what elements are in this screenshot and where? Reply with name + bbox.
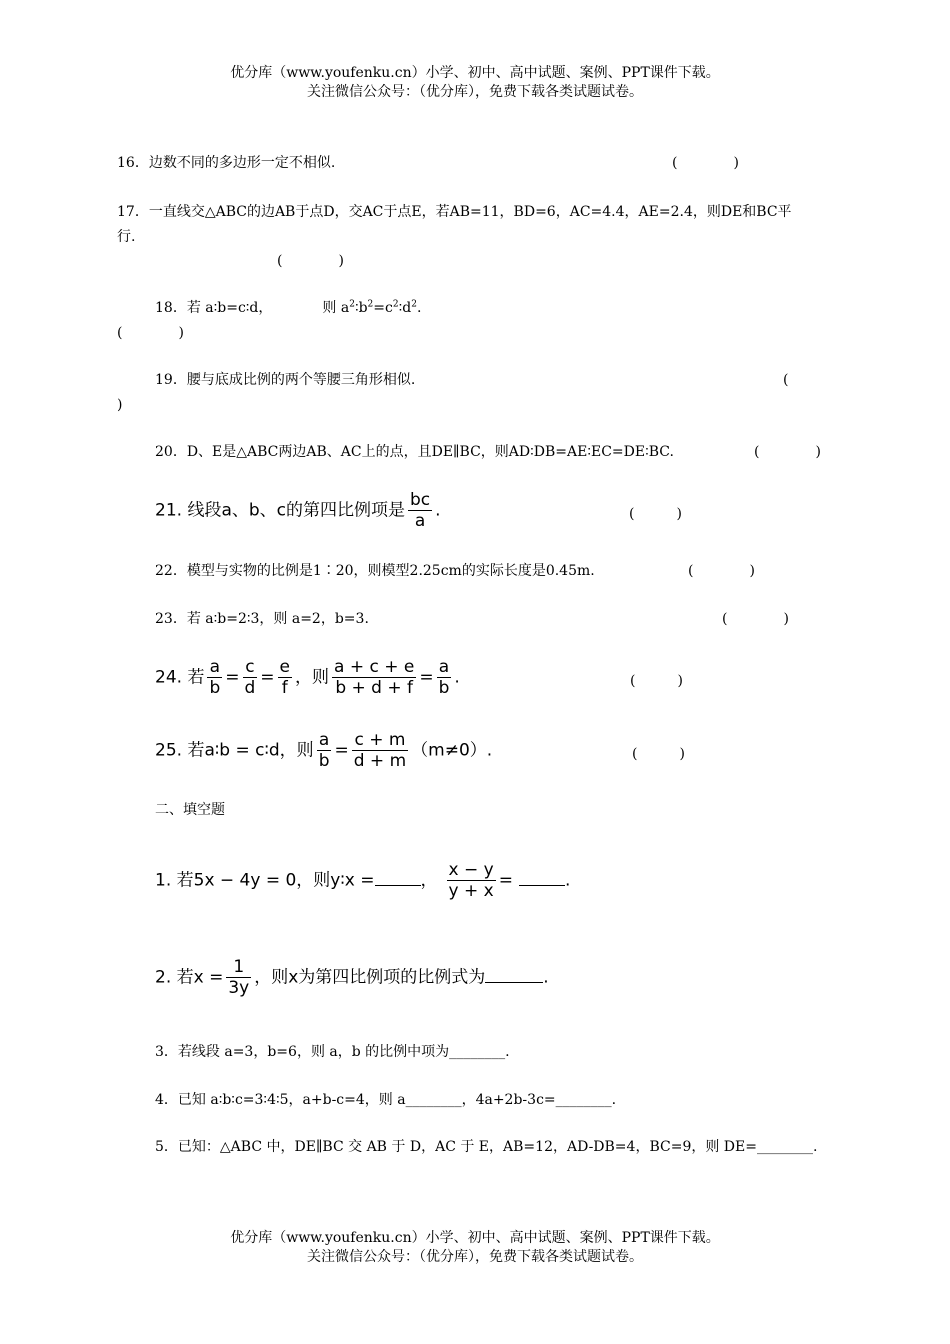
question-24-text [155, 657, 460, 698]
question-25-answer-paren: ( ) [632, 746, 685, 762]
question-20-answer-paren: ( ) [754, 444, 821, 460]
denominator: d [244, 678, 256, 698]
fraction-cm-dm [352, 730, 408, 771]
header-line-2: 关注微信公众号：（优分库），免费下载各类试题试卷。 [307, 84, 643, 100]
fraction-a-b [317, 730, 332, 771]
numerator: a [207, 657, 222, 678]
numerator: a [317, 730, 332, 751]
numerator: c [243, 657, 258, 678]
fraction-a-b [207, 657, 222, 698]
numerator: e [279, 657, 291, 677]
fraction-xy [447, 860, 496, 901]
question-24-then: ，则 [295, 667, 330, 688]
question-19-paren-open: ( [783, 372, 789, 388]
denominator: b [209, 678, 221, 698]
question-17-text-line1: 17．一直线交△ABC的边AB于点D，交AC于点E，若AB=11，BD=6，AC=4.4，AE=2.4，则DE和BC平 [117, 204, 792, 220]
denominator: b + d + f [335, 678, 414, 698]
numerator: x − y [448, 860, 494, 880]
question-17-answer-paren: ( ) [277, 253, 344, 269]
fraction-e-f [278, 657, 292, 698]
question-22-answer-paren: ( ) [688, 563, 755, 579]
denominator: a [414, 511, 426, 531]
equals: = [419, 667, 434, 688]
period: . [543, 967, 549, 988]
equals: = [260, 667, 275, 688]
question-22-text: 22．模型与实物的比例是1∶20，则模型2.25cm的实际长度是0.45m. [155, 563, 595, 579]
fraction-c-d [243, 657, 258, 698]
denominator: b [318, 751, 330, 771]
answer-blank[interactable] [375, 885, 421, 886]
footer-line-2: 关注微信公众号：（优分库），免费下载各类试题试卷。 [307, 1249, 643, 1265]
comma: ， [420, 870, 438, 891]
answer-blank[interactable] [519, 885, 565, 886]
period: . [416, 300, 422, 316]
question-18-text [155, 298, 421, 318]
question-18-lead: 18．若 a∶b=c∶d， [155, 300, 273, 316]
question-23-text: 23．若 a∶b=2∶3，则 a=2，b=3. [155, 611, 369, 627]
question-19-text: 19．腰与底成比例的两个等腰三角形相似. [155, 372, 416, 388]
fraction-bc-over-a [408, 490, 432, 531]
fill-question-5: 5．已知：△ABC 中，DE∥BC 交 AB 于 D，AC 于 E，AB=12，AD-DB=4，BC=9，则 DE=________. [155, 1139, 818, 1155]
period: . [435, 500, 441, 521]
period: . [564, 870, 571, 891]
numerator: bc [410, 490, 431, 510]
denominator: 3y [228, 978, 250, 998]
question-21-answer-paren: ( ) [629, 506, 682, 522]
question-20-text: 20．D、E是△ABC两边AB、AC上的点，且DE∥BC，则AD∶DB=AE∶EC=DE∶BC. [155, 444, 674, 460]
header-line-1: 优分库（www.youfenku.cn）小学、初中、高中试题、案例、PPT课件下载。 [230, 65, 720, 81]
numerator: c + m [352, 730, 408, 751]
fill-question-3: 3．若线段 a=3，b=6，则 a，b 的比例中项为________. [155, 1044, 510, 1060]
footer-line-1: 优分库（www.youfenku.cn）小学、初中、高中试题、案例、PPT课件下载。 [230, 1230, 720, 1246]
period: . [454, 667, 460, 688]
fill-1-lead: 1. 若5x − 4y = 0，则y∶x = [155, 870, 375, 891]
denominator: f [281, 678, 288, 698]
question-19-paren-close: ) [117, 397, 123, 413]
question-23-answer-paren: ( ) [722, 611, 789, 627]
question-16-answer-paren: ( ) [672, 155, 739, 171]
question-25-condition: （m≠0）. [411, 740, 493, 761]
equals: = [498, 870, 513, 891]
numerator: 1 [226, 957, 251, 978]
fraction-1-over-3y [226, 957, 251, 998]
numerator: a [437, 657, 452, 678]
term-d: ∶d [398, 300, 412, 316]
equals: = [225, 667, 240, 688]
fraction-a-b-result [437, 657, 452, 698]
question-25-text [155, 730, 492, 771]
question-17-text-line2: 行. [117, 229, 136, 245]
fill-question-2 [155, 957, 549, 998]
question-24-answer-paren: ( ) [630, 673, 683, 689]
denominator: b [438, 678, 450, 698]
question-21-text [155, 490, 441, 531]
equals: = [334, 740, 349, 761]
question-24-lead: 24. 若 [155, 667, 205, 688]
fill-2-mid: ，则x为第四比例项的比例式为 [254, 967, 486, 988]
fill-question-4: 4．已知 a∶b∶c=3∶4∶5，a+b-c=4，则 a________，4a+2b-3c=________. [155, 1092, 617, 1108]
answer-blank[interactable] [485, 982, 543, 983]
question-18-answer-paren: ( ) [117, 325, 184, 341]
term-b: ∶b [354, 300, 368, 316]
question-25-lead: 25. 若a∶b = c∶d，则 [155, 740, 314, 761]
question-21-lead: 21. 线段a、b、c的第四比例项是 [155, 500, 405, 521]
section-title-fill-in: 二、填空题 [155, 802, 225, 818]
exp-a: 2 [349, 299, 355, 310]
question-16-text: 16．边数不同的多边形一定不相似. [117, 155, 336, 171]
denominator: y + x [448, 881, 494, 901]
exp-c: 2 [392, 299, 399, 310]
fraction-sum [332, 657, 416, 698]
numerator: a + c + e [334, 657, 415, 677]
question-18-then: 则 a [322, 300, 350, 316]
fill-question-1 [155, 860, 570, 901]
exp-d: 2 [411, 299, 417, 310]
term-c: =c [373, 300, 393, 316]
fill-2-lead: 2. 若x = [155, 967, 224, 988]
exp-b: 2 [367, 299, 374, 310]
denominator: d + m [353, 751, 407, 771]
